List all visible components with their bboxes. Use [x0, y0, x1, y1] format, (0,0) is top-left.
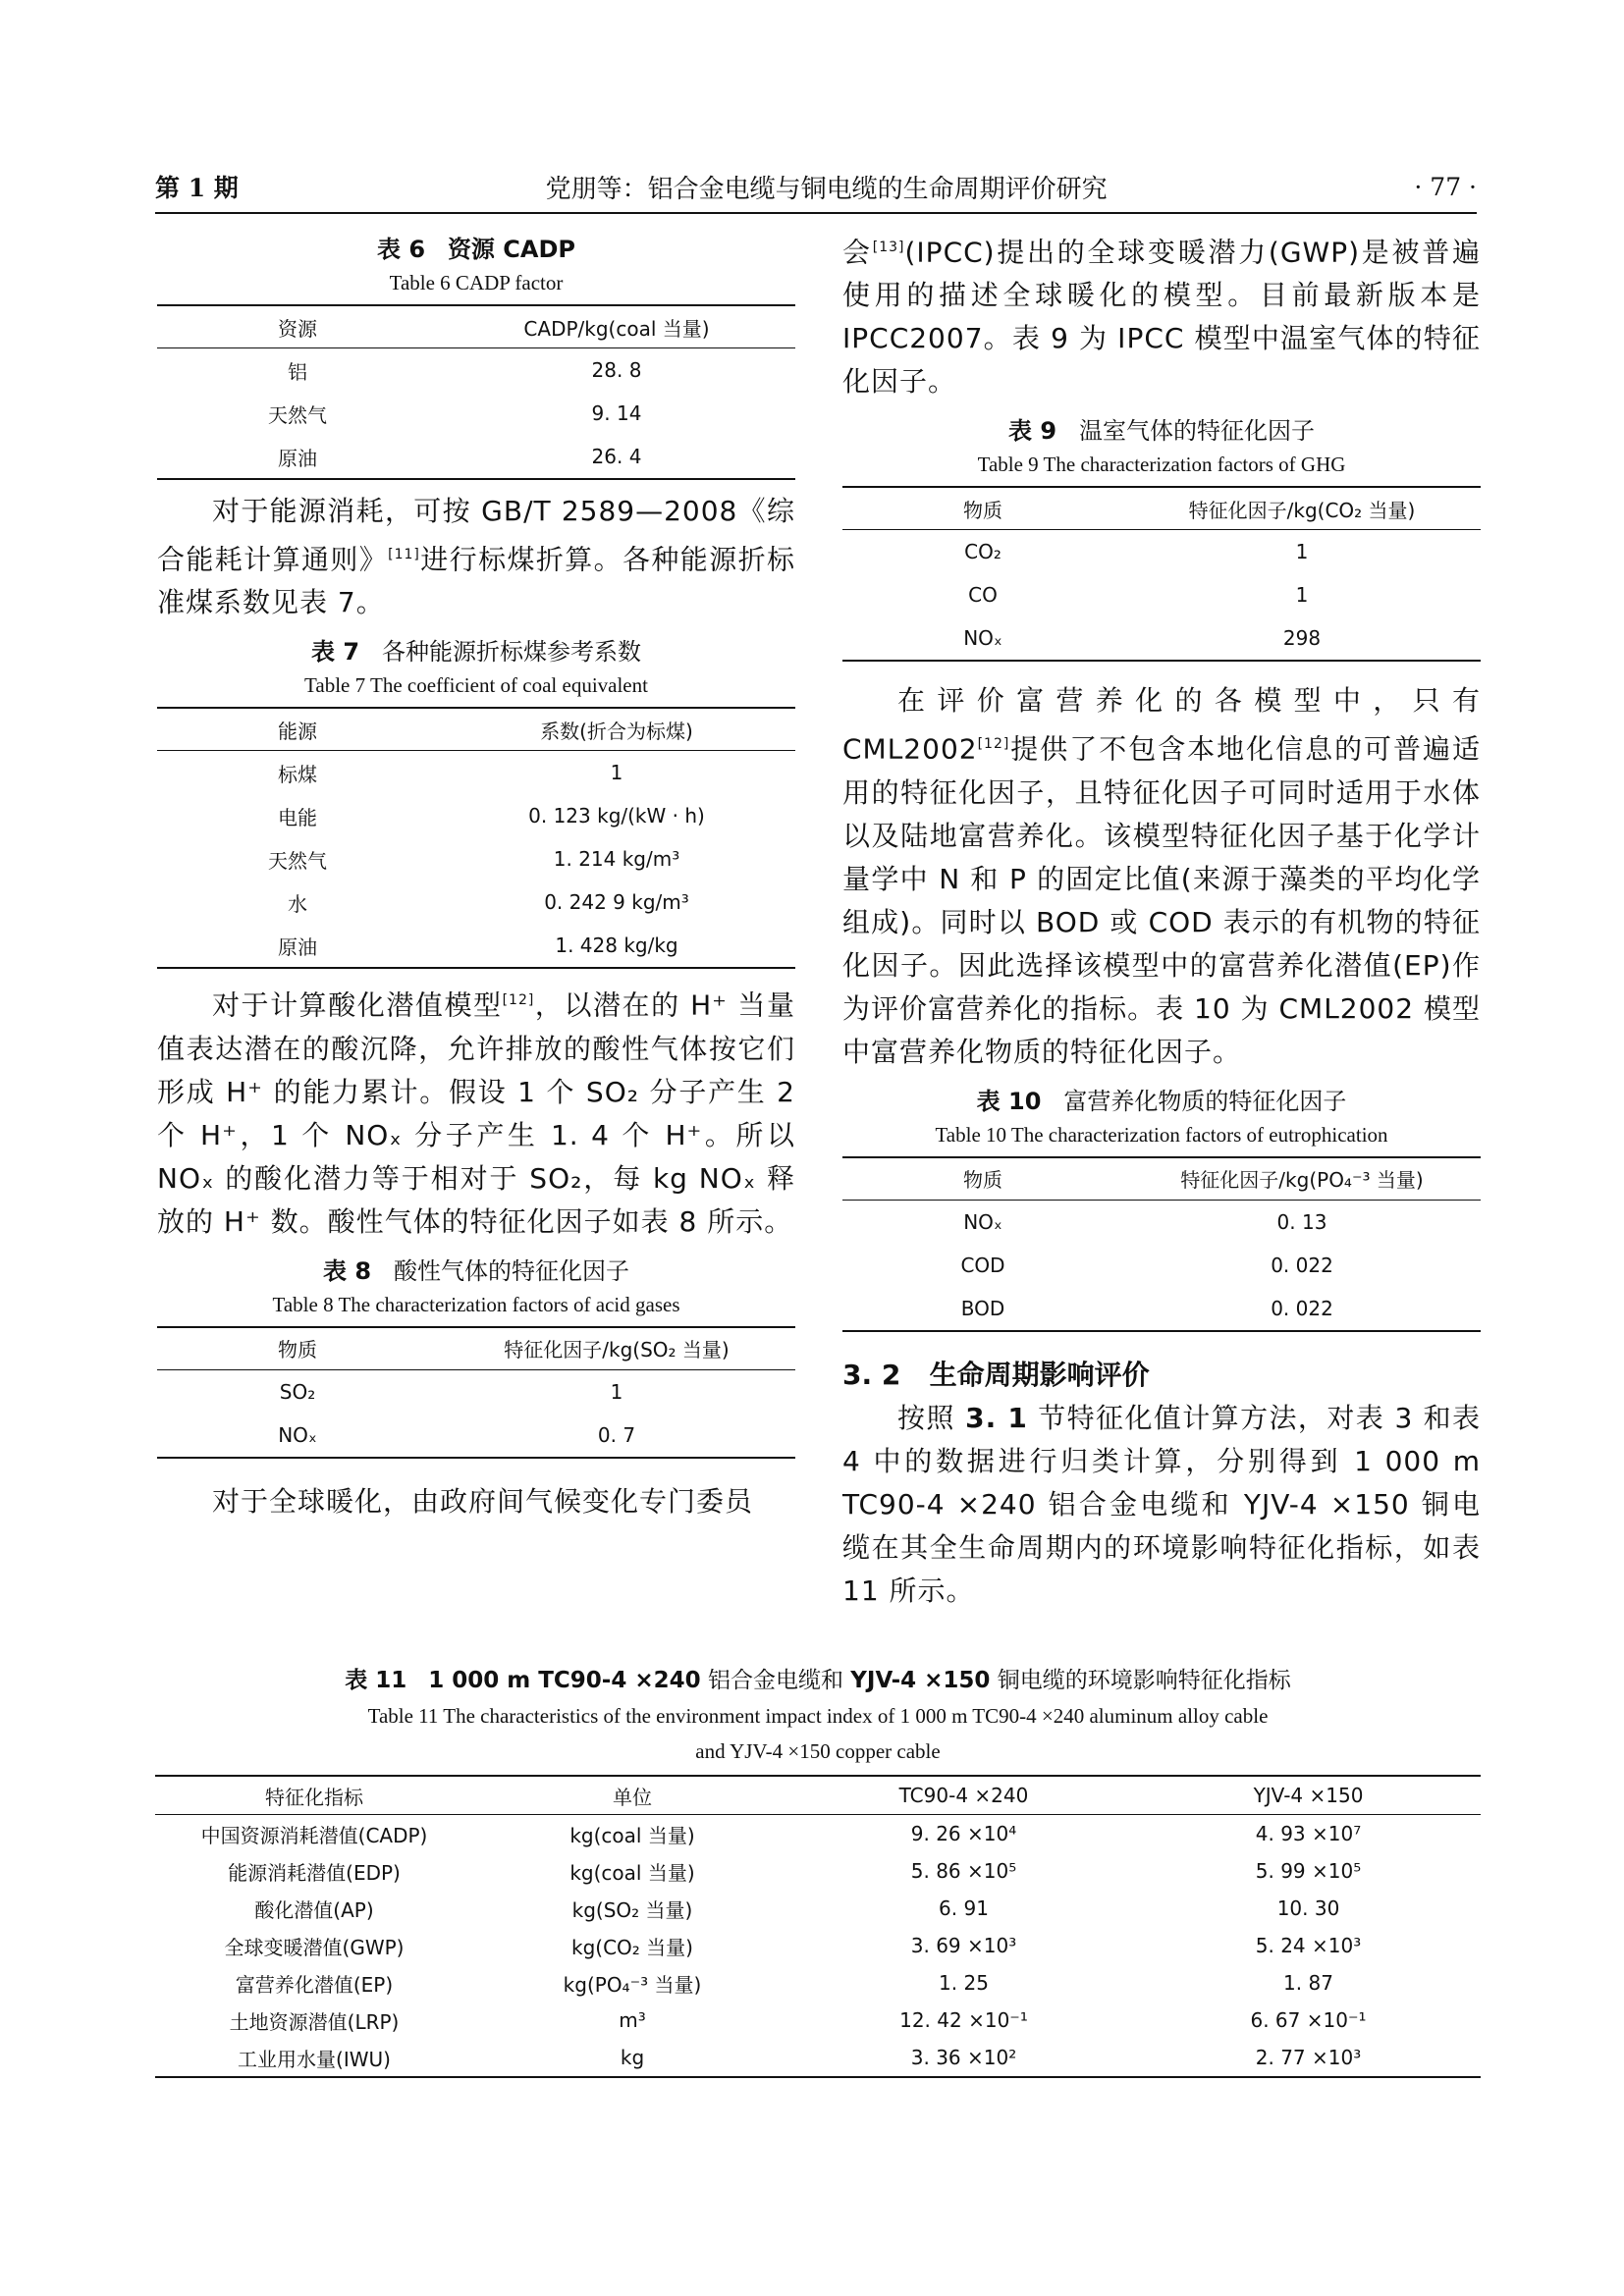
table11 [155, 1775, 1481, 2078]
table-cell: kg(coal 当量) [569, 1823, 695, 1847]
table9-title: 温室气体的特征化因子 [1078, 417, 1315, 446]
table8-label: 表 8 [323, 1256, 372, 1285]
table8 [157, 1326, 795, 1459]
table6-title: 资源 CADP [447, 236, 575, 263]
table-row [842, 1287, 1481, 1331]
table-row [842, 616, 1481, 661]
table-row [157, 348, 795, 393]
table7-label: 表 7 [311, 638, 360, 667]
table-cell: 12. 42 ×10⁻¹ [899, 2008, 1028, 2032]
table6-caption [157, 232, 795, 298]
table10 [842, 1156, 1481, 1332]
para1-tail: 进行标煤折算。各种能源折标准煤系数见表 7。 [157, 543, 795, 619]
table-cell: 1 [610, 1379, 623, 1404]
table9-header: 特征化因子/kg(CO₂ 当量) [1188, 498, 1416, 522]
paragraph-energy [157, 490, 795, 624]
paragraph-global-warming: 对于全球暖化，由政府间气候变化专门委员 [212, 1484, 754, 1518]
table-cell: 1. 428 kg/kg [555, 934, 678, 958]
running-head [155, 167, 1477, 214]
section-title: 生命周期影响评价 [929, 1358, 1150, 1391]
para2-tail: ，以潜在的 H⁺ 当量值表达潜在的酸沉降，允许排放的酸性气体按它们形成 H⁺ 的能力累计。假设 1 个 SO₂ 分子产生 2 个 H⁺，1 个 NOₓ 分子产生 1. 4 个 H⁺。所以 NOₓ 的酸化潜力等于相对于 SO₂，每 kg NOₓ 释放的 H⁺ 数。酸性气体的特征化因子如表 8 所示。 [157, 988, 795, 1238]
table11-caption-en-1: Table 11 The characteristics of the environment impact index of 1 000 m TC90-4 ×240 aluminum alloy cable [367, 1704, 1269, 1728]
table-cell: kg(coal 当量) [569, 1860, 695, 1885]
table11-header: TC90-4 ×240 [898, 1784, 1029, 1807]
table-cell: 全球变暖潜值(GWP) [224, 1935, 405, 1959]
table-cell: 3. 69 ×10³ [910, 1934, 1017, 1957]
issue-number: 第 1 期 [155, 174, 239, 202]
table-cell: 酸化潜值(AP) [254, 1897, 374, 1922]
section-number: 3. 2 [842, 1358, 901, 1391]
table10-caption-en: Table 10 The characterization factors of eutrophication [935, 1122, 1388, 1147]
citation: [12] [977, 736, 1010, 753]
right-column [842, 226, 1481, 1623]
table10-caption [842, 1084, 1481, 1150]
table-cell: BOD [960, 1296, 1005, 1320]
table-cell: 原油 [278, 934, 317, 959]
table-cell: 2. 77 ×10³ [1255, 2046, 1362, 2069]
table-row [155, 1964, 1481, 2002]
table-cell: NOₓ [278, 1422, 317, 1447]
table-cell: 0. 7 [597, 1422, 636, 1447]
table-cell: 9. 26 ×10⁴ [910, 1822, 1017, 1845]
table7-title: 各种能源折标煤参考系数 [381, 638, 641, 667]
table-cell: kg(SO₂ 当量) [571, 1897, 693, 1922]
table9-caption-en: Table 9 The characterization factors of GHG [977, 453, 1346, 477]
table11-label: 表 11 [345, 1668, 407, 1693]
table-cell: 0. 022 [1271, 1253, 1333, 1277]
table-cell: 土地资源潜值(LRP) [229, 2009, 400, 2034]
table-row [157, 1369, 795, 1414]
table-cell: CO [968, 583, 998, 608]
paragraph-acidification [157, 979, 795, 1243]
table-cell: 天然气 [268, 848, 327, 873]
table9-header: 物质 [963, 498, 1002, 522]
table-row [157, 924, 795, 968]
table-cell: 1 [1295, 540, 1309, 564]
article-title-header: 党朋等：铝合金电缆与铜电缆的生命周期评价研究 [545, 174, 1108, 204]
table-row [157, 435, 795, 479]
table-cell: 原油 [278, 446, 317, 470]
table7-caption [157, 634, 795, 701]
table6-label: 表 6 [376, 236, 426, 263]
table-cell: CO₂ [964, 540, 1001, 564]
table9-caption [842, 413, 1481, 480]
table9 [842, 486, 1481, 662]
table-cell: 1. 87 [1283, 1971, 1333, 1995]
table7-caption-en: Table 7 The coefficient of coal equivalent [304, 673, 648, 698]
table-cell: NOₓ [963, 626, 1002, 651]
table6-caption-en: Table 6 CADP factor [389, 271, 564, 294]
para5-tail: 提供了不包含本地化信息的可普遍适用的特征化因子，且特征化因子可同时适用于水体以及陆地富营养化。该模型特征化因子基于化学计量学中 N 和 P 的固定比值(来源于藻类的平均化学组成)。同时以 BOD 或 COD 表示的有机物的特征化因子。因此选择该模型中的富营养化潜值(EP)作为评价富营养化的指标。表 10 为 CML2002 模型中富营养化物质的特征化因子。 [842, 732, 1481, 1068]
table8-header: 物质 [278, 1338, 317, 1362]
table-row [155, 1815, 1481, 1853]
table9-label: 表 9 [1008, 417, 1057, 446]
table-cell: SO₂ [279, 1379, 316, 1404]
table-cell: 6. 67 ×10⁻¹ [1250, 2008, 1367, 2032]
para6-c: 节特征化值计算方法，对表 3 和表 4 中的数据进行归类计算，分别得到 1 000 m TC90-4 ×240 铝合金电缆和 YJV-4 ×150 铜电缆在其全生命周期内的环境影响特征化指标，如表 11 所示。 [842, 1401, 1481, 1607]
table-cell: 1 [610, 761, 623, 785]
paragraph-lcia [842, 1397, 1481, 1613]
table-cell: NOₓ [963, 1209, 1002, 1234]
table-cell: 6. 91 [939, 1896, 989, 1920]
para5-text: 在评价富营养化的各模型中，只有 CML2002 [842, 684, 1481, 766]
paragraph-eutrophication [842, 679, 1481, 1073]
left-column [157, 226, 795, 1533]
page-number: · 77 · [1414, 172, 1477, 201]
table-row [155, 1852, 1481, 1890]
table-row [155, 2002, 1481, 2039]
table-cell: 3. 36 ×10² [910, 2046, 1017, 2069]
table6-header: 资源 [278, 316, 317, 341]
table-cell: 中国资源消耗潜值(CADP) [200, 1823, 428, 1847]
table-row [157, 881, 795, 924]
table-cell: 4. 93 ×10⁷ [1255, 1822, 1362, 1845]
table-cell: 0. 022 [1271, 1296, 1333, 1320]
table-row [155, 1890, 1481, 1927]
table10-label: 表 10 [976, 1087, 1042, 1115]
table6-header: CADP/kg(coal 当量) [523, 316, 710, 341]
table11-caption [155, 1663, 1481, 1698]
table-row [157, 837, 795, 881]
para1-text: 对于能源消耗，可按 GB/T 2589—2008《综合能耗计算通则》 [157, 495, 795, 576]
table8-caption [157, 1254, 795, 1320]
table-row [155, 1927, 1481, 1964]
table-cell: kg(PO₄⁻³ 当量) [563, 1972, 702, 1997]
table-row [155, 2039, 1481, 2077]
table-row [842, 530, 1481, 574]
table-cell: 1 [1295, 583, 1309, 608]
table11-header: YJV-4 ×150 [1253, 1784, 1364, 1807]
table-cell: 富营养化潜值(EP) [235, 1972, 394, 1997]
table-cell: 5. 99 ×10⁵ [1255, 1859, 1362, 1883]
para6-a: 按照 [897, 1401, 955, 1434]
table-cell: 0. 13 [1276, 1209, 1327, 1234]
table-row [842, 1244, 1481, 1287]
citation: [11] [388, 547, 420, 562]
table8-header: 特征化因子/kg(SO₂ 当量) [504, 1338, 730, 1362]
table8-title: 酸性气体的特征化因子 [393, 1256, 629, 1285]
table-cell: 1. 214 kg/m³ [553, 847, 680, 872]
table-cell: kg [620, 2046, 645, 2069]
section-heading [842, 1354, 1481, 1393]
table-cell: 电能 [278, 805, 317, 829]
citation: [12] [502, 992, 535, 1009]
table6 [157, 304, 795, 480]
table7 [157, 707, 795, 969]
table-cell: 铝 [288, 359, 307, 384]
para6-section-ref: 3. 1 [965, 1401, 1028, 1434]
table-cell: COD [960, 1253, 1005, 1277]
table11-mid: 铝合金电缆和 [707, 1668, 843, 1693]
table-row [842, 1200, 1481, 1244]
table10-header: 特征化因子/kg(PO₄⁻³ 当量) [1180, 1168, 1424, 1193]
table-cell: 28. 8 [591, 358, 642, 382]
table-cell: kg(CO₂ 当量) [571, 1935, 693, 1959]
table-cell: 水 [288, 891, 307, 916]
table-cell: 0. 123 kg/(kW · h) [528, 804, 705, 828]
table-cell: 工业用水量(IWU) [238, 2047, 391, 2071]
table10-header: 物质 [963, 1168, 1002, 1193]
table11-caption-en-2: and YJV-4 ×150 copper cable [695, 1739, 941, 1763]
table-cell: 标煤 [278, 762, 317, 786]
table10-title: 富营养化物质的特征化因子 [1063, 1087, 1347, 1115]
table-row [842, 573, 1481, 616]
table-cell: 9. 14 [591, 401, 642, 425]
table-cell: 298 [1282, 626, 1322, 651]
table11-header: 单位 [613, 1785, 652, 1809]
table-row [157, 751, 795, 795]
table-cell: 10. 30 [1276, 1896, 1340, 1920]
table-cell: 能源消耗潜值(EDP) [228, 1860, 401, 1885]
table11-block [155, 1657, 1481, 2078]
table-cell: 26. 4 [591, 445, 642, 468]
table11-cable2: YJV-4 ×150 [850, 1668, 991, 1693]
table11-cable1: 1 000 m TC90-4 ×240 [428, 1668, 701, 1693]
table11-title: 铜电缆的环境影响特征化指标 [997, 1668, 1291, 1693]
para4-head: 会 [842, 236, 873, 269]
table8-caption-en: Table 8 The characterization factors of acid gases [272, 1292, 680, 1316]
table-cell: 5. 24 ×10³ [1255, 1934, 1362, 1957]
para4-tail: (IPCC)提出的全球变暖潜力(GWP)是被普遍使用的描述全球暖化的模型。目前最新版本是 IPCC2007。表 9 为 IPCC 模型中温室气体的特征化因子。 [842, 236, 1481, 399]
citation: [13] [872, 240, 905, 255]
table7-header: 能源 [278, 719, 317, 743]
table7-header: 系数(折合为标煤) [540, 719, 693, 743]
para2-text: 对于计算酸化潜值模型 [212, 988, 503, 1022]
table-row [157, 1414, 795, 1458]
table-row [157, 392, 795, 435]
table-cell: m³ [619, 2008, 646, 2032]
paragraph-ipcc [842, 226, 1481, 403]
table-cell: 0. 242 9 kg/m³ [544, 890, 689, 915]
table-cell: 天然气 [268, 402, 327, 427]
table-row [157, 794, 795, 837]
table-cell: 1. 25 [939, 1971, 989, 1995]
table-cell: 5. 86 ×10⁵ [910, 1859, 1017, 1883]
table11-header: 特征化指标 [265, 1785, 363, 1809]
